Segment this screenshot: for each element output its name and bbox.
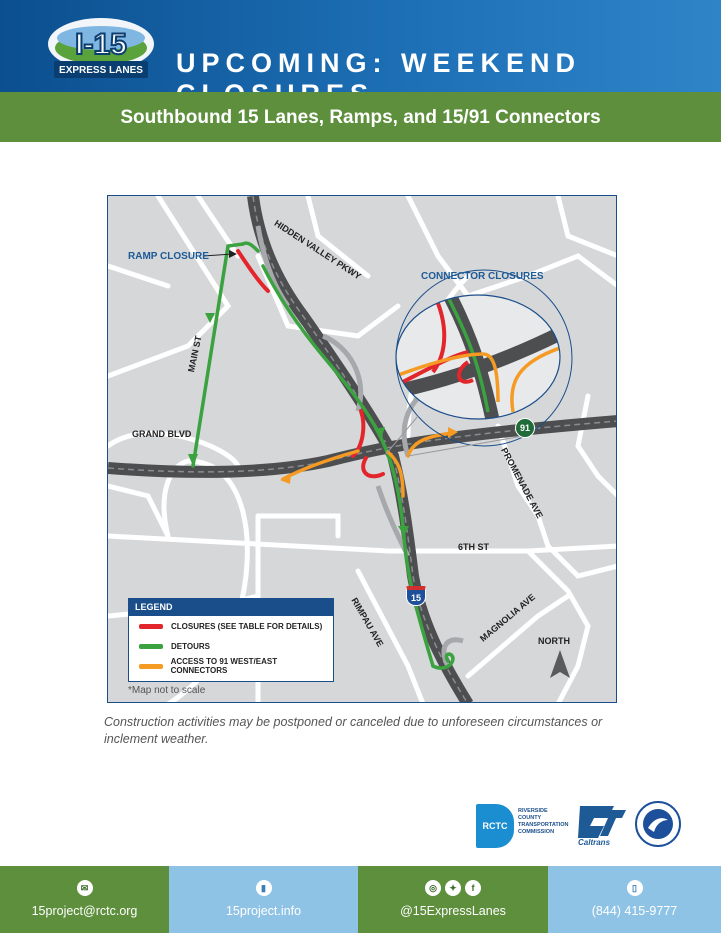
street-label-grand: GRAND BLVD: [132, 429, 192, 439]
caltrans-logo: [574, 800, 630, 852]
connector-inset: [393, 292, 563, 422]
caltrans-wordmark: Caltrans: [578, 838, 611, 847]
facebook-icon[interactable]: f: [465, 880, 481, 896]
legend-row-detours: [129, 636, 333, 656]
social-handle[interactable]: @15ExpressLanes: [400, 904, 506, 918]
street-label-magnolia: MAGNOLIA AVE: [478, 591, 538, 644]
header-banner: [0, 0, 721, 92]
page-title: UPCOMING: WEEKEND: [176, 48, 581, 78]
footer-phone[interactable]: [548, 866, 721, 933]
page-subtitle: Southbound 15 Lanes, Ramps, and 15/91 Connectors: [120, 107, 601, 128]
map-legend: [128, 598, 334, 682]
rctc-badge: RCTC: [476, 804, 514, 848]
closure-map: [107, 195, 617, 703]
website-link[interactable]: 15project.info: [225, 904, 302, 918]
ramp-closure-callout: RAMP CLOSURE: [128, 251, 209, 262]
email-link[interactable]: 15project@rctc.org: [31, 904, 138, 918]
north-arrow-icon: [548, 650, 572, 680]
legend-label: DETOURS: [171, 641, 210, 651]
disclaimer-caption: Construction activities may be postponed or canceled due to unforeseen circumstances or inclement weather.: [104, 715, 603, 746]
footer-email[interactable]: [0, 866, 169, 933]
envelope-icon: ✉: [77, 880, 93, 896]
legend-label: ACCESS TO 91 WEST/EAST CONNECTORS: [170, 657, 278, 675]
i15-shield: [406, 586, 426, 606]
phone-number[interactable]: (844) 415-9777: [591, 904, 678, 918]
usdot-logo: [634, 800, 682, 852]
contact-footer: [0, 866, 721, 933]
legend-swatch-access: [139, 664, 163, 669]
legend-swatch-detour: [139, 644, 163, 649]
rctc-name: RIVERSIDE COUNTY TRANSPORTATION COMMISSION: [518, 808, 569, 835]
legend-row-access: [129, 656, 333, 676]
legend-row-closures: [129, 616, 333, 636]
legend-label: CLOSURES (SEE TABLE FOR DETAILS): [171, 621, 323, 631]
svg-text:I-15: I-15: [75, 28, 127, 61]
twitter-icon[interactable]: ✦: [445, 880, 461, 896]
street-label-hidden-valley: HIDDEN VALLEY PKWY: [272, 218, 363, 282]
street-label-main: MAIN ST: [186, 334, 204, 374]
north-label: NORTH: [538, 636, 570, 646]
connector-closures-callout: CONNECTOR CLOSURES: [421, 271, 544, 282]
footer-website[interactable]: [169, 866, 358, 933]
street-label-6th: 6TH ST: [458, 542, 490, 552]
sr91-shield: [515, 418, 535, 438]
closure-lines: [238, 251, 383, 476]
footer-social[interactable]: [358, 866, 548, 933]
street-label-rimpau: RIMPAU AVE: [349, 596, 386, 649]
legend-title: LEGEND: [129, 599, 333, 616]
i15-shield-label: 15: [410, 592, 421, 603]
sr91-shield-label: 91: [519, 423, 530, 433]
scale-note: *Map not to scale: [128, 685, 206, 696]
svg-text:EXPRESS LANES: EXPRESS LANES: [59, 65, 143, 76]
legend-swatch-closure: [139, 624, 163, 629]
usdot-seal-icon: [634, 800, 682, 848]
instagram-icon[interactable]: ◎: [425, 880, 441, 896]
mouse-icon: ▮: [256, 880, 272, 896]
express-lanes-logo: [46, 14, 156, 80]
north-indicator: [538, 636, 582, 686]
phone-icon: ▯: [627, 880, 643, 896]
street-label-promenade: PROMENADE AVE: [499, 446, 545, 521]
rctc-logo: [476, 800, 569, 852]
